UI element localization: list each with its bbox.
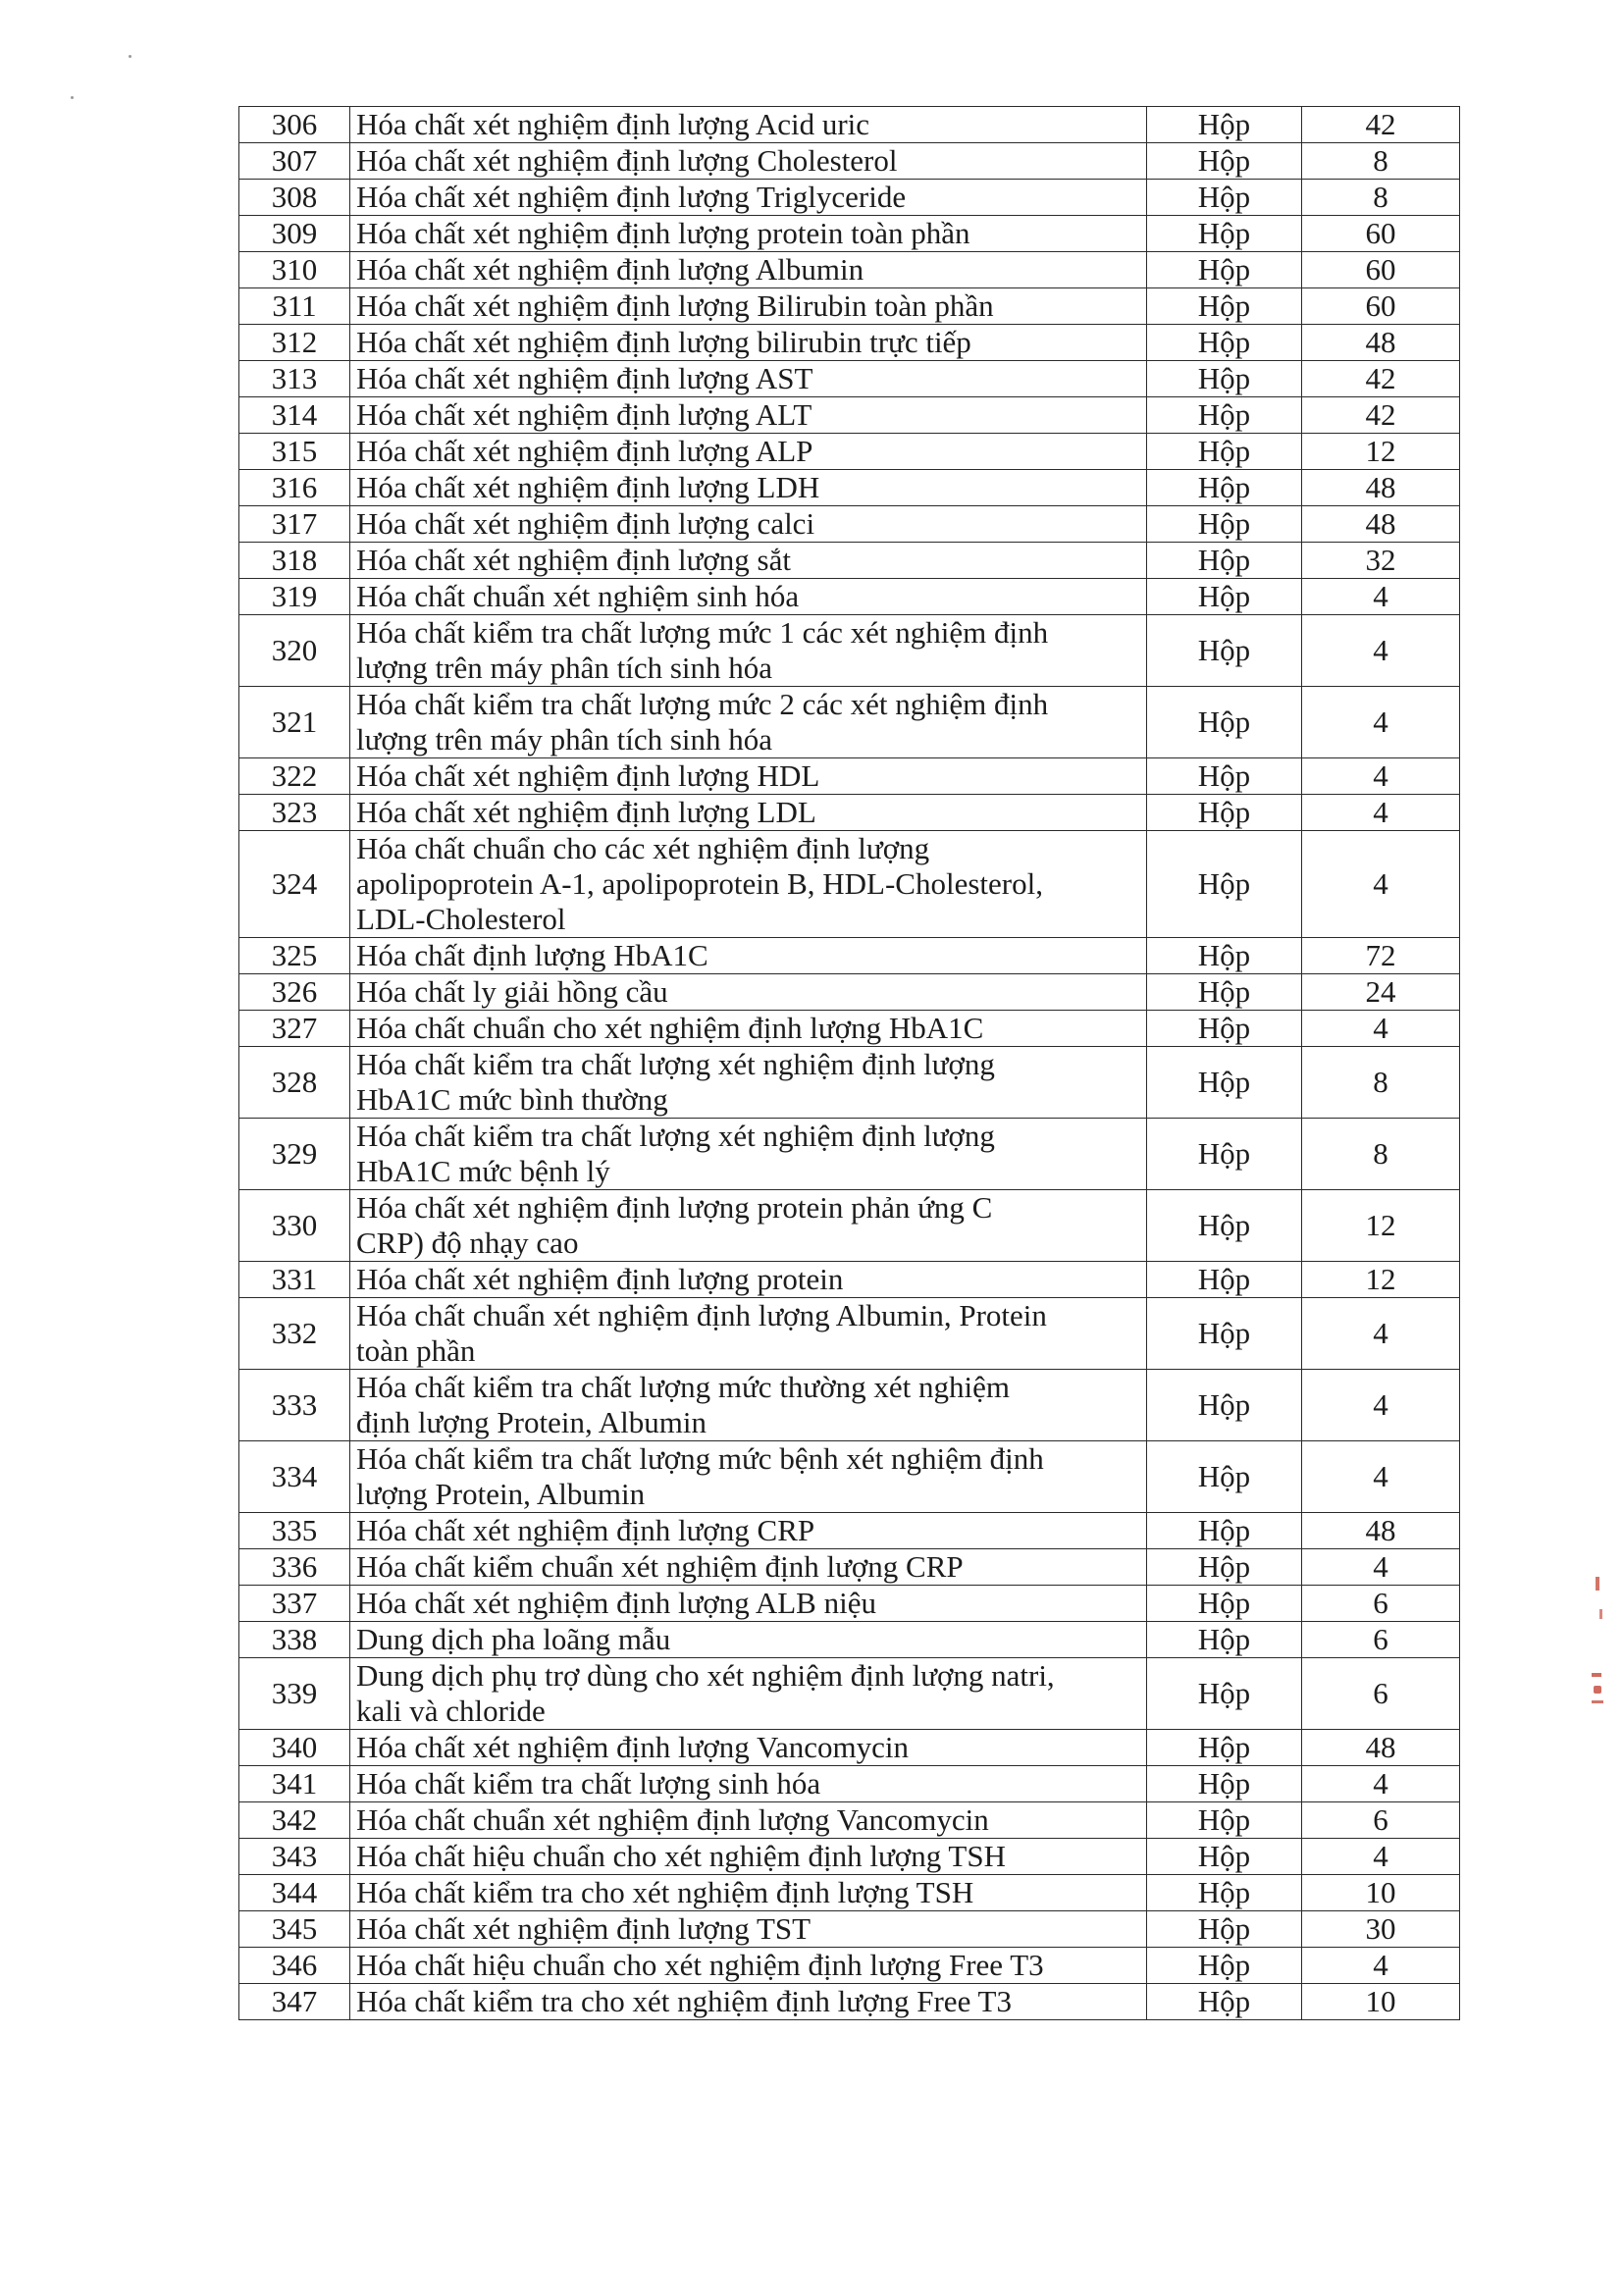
item-name-text: Hóa chất xét nghiệm định lượng Albumin xyxy=(356,252,864,287)
row-number-cell: 336 xyxy=(239,1549,350,1586)
unit-cell: Hộp xyxy=(1147,615,1302,687)
row-number-cell: 307 xyxy=(239,143,350,180)
item-name-cell xyxy=(350,758,1147,795)
item-name-text: Dung dịch pha loãng mẫu xyxy=(356,1622,671,1656)
table-row xyxy=(239,1766,1460,1802)
item-name-cell xyxy=(350,543,1147,579)
item-name-text: Hóa chất xét nghiệm định lượng ALT xyxy=(356,397,812,432)
quantity-cell: 4 xyxy=(1302,1441,1460,1513)
unit-cell: Hộp xyxy=(1147,216,1302,252)
item-name-text: Hóa chất xét nghiệm định lượng protein xyxy=(356,1262,844,1296)
item-name-text: Hóa chất chuẩn xét nghiệm định lượng Albumin, Protein toàn phần xyxy=(356,1298,1047,1368)
quantity-cell: 60 xyxy=(1302,252,1460,288)
item-name-cell xyxy=(350,506,1147,543)
item-name-cell xyxy=(350,434,1147,470)
item-name-cell xyxy=(350,579,1147,615)
item-name-cell xyxy=(350,143,1147,180)
table-row xyxy=(239,107,1460,143)
row-number-cell: 345 xyxy=(239,1911,350,1948)
item-name-cell xyxy=(350,974,1147,1011)
scan-speck xyxy=(71,96,74,99)
item-name-text: Hóa chất xét nghiệm định lượng Acid uric xyxy=(356,107,870,141)
quantity-cell: 12 xyxy=(1302,1190,1460,1262)
chemical-list-table xyxy=(238,106,1460,2020)
table-row xyxy=(239,506,1460,543)
row-number-cell: 325 xyxy=(239,938,350,974)
table-row xyxy=(239,1549,1460,1586)
item-name-cell xyxy=(350,1911,1147,1948)
item-name-cell xyxy=(350,1984,1147,2020)
unit-cell: Hộp xyxy=(1147,1262,1302,1298)
table-row xyxy=(239,1298,1460,1370)
table-row xyxy=(239,1011,1460,1047)
unit-cell: Hộp xyxy=(1147,1730,1302,1766)
row-number-cell: 337 xyxy=(239,1586,350,1622)
item-name-cell xyxy=(350,687,1147,758)
quantity-cell: 4 xyxy=(1302,1766,1460,1802)
row-number-cell: 320 xyxy=(239,615,350,687)
table-row xyxy=(239,252,1460,288)
unit-cell: Hộp xyxy=(1147,1875,1302,1911)
row-number-cell: 316 xyxy=(239,470,350,506)
quantity-cell: 4 xyxy=(1302,1948,1460,1984)
unit-cell: Hộp xyxy=(1147,1119,1302,1190)
unit-cell: Hộp xyxy=(1147,1948,1302,1984)
quantity-cell: 48 xyxy=(1302,506,1460,543)
table-row xyxy=(239,543,1460,579)
stamp-fragment-mark xyxy=(1594,1686,1601,1694)
item-name-cell xyxy=(350,1730,1147,1766)
item-name-cell xyxy=(350,288,1147,325)
table-row xyxy=(239,470,1460,506)
unit-cell: Hộp xyxy=(1147,1190,1302,1262)
table-row xyxy=(239,325,1460,361)
unit-cell: Hộp xyxy=(1147,1802,1302,1839)
item-name-cell xyxy=(350,1011,1147,1047)
row-number-cell: 310 xyxy=(239,252,350,288)
row-number-cell: 315 xyxy=(239,434,350,470)
item-name-cell xyxy=(350,795,1147,831)
row-number-cell: 343 xyxy=(239,1839,350,1875)
item-name-text: Hóa chất kiểm chuẩn xét nghiệm định lượng CRP xyxy=(356,1549,964,1584)
item-name-cell xyxy=(350,1658,1147,1730)
quantity-cell: 42 xyxy=(1302,107,1460,143)
row-number-cell: 328 xyxy=(239,1047,350,1119)
row-number-cell: 329 xyxy=(239,1119,350,1190)
item-name-text: Hóa chất xét nghiệm định lượng TST xyxy=(356,1911,812,1946)
quantity-cell: 8 xyxy=(1302,1119,1460,1190)
item-name-cell xyxy=(350,831,1147,938)
item-name-cell xyxy=(350,1513,1147,1549)
table-row xyxy=(239,687,1460,758)
item-name-text: Hóa chất xét nghiệm định lượng bilirubin trực tiếp xyxy=(356,325,971,359)
quantity-cell: 12 xyxy=(1302,1262,1460,1298)
quantity-cell: 6 xyxy=(1302,1586,1460,1622)
table-row xyxy=(239,831,1460,938)
unit-cell: Hộp xyxy=(1147,1766,1302,1802)
quantity-cell: 48 xyxy=(1302,325,1460,361)
quantity-cell: 72 xyxy=(1302,938,1460,974)
unit-cell: Hộp xyxy=(1147,143,1302,180)
unit-cell: Hộp xyxy=(1147,288,1302,325)
table-row xyxy=(239,1441,1460,1513)
unit-cell: Hộp xyxy=(1147,543,1302,579)
item-name-text: Hóa chất xét nghiệm định lượng LDH xyxy=(356,470,820,504)
row-number-cell: 339 xyxy=(239,1658,350,1730)
stamp-fragment-mark xyxy=(1592,1673,1601,1677)
table-row xyxy=(239,1875,1460,1911)
quantity-cell: 48 xyxy=(1302,470,1460,506)
item-name-cell xyxy=(350,1047,1147,1119)
quantity-cell: 4 xyxy=(1302,831,1460,938)
row-number-cell: 321 xyxy=(239,687,350,758)
row-number-cell: 322 xyxy=(239,758,350,795)
row-number-cell: 331 xyxy=(239,1262,350,1298)
quantity-cell: 4 xyxy=(1302,1011,1460,1047)
unit-cell: Hộp xyxy=(1147,1658,1302,1730)
item-name-text: Hóa chất kiểm tra chất lượng xét nghiệm định lượng HbA1C mức bình thường xyxy=(356,1047,995,1117)
row-number-cell: 312 xyxy=(239,325,350,361)
quantity-cell: 60 xyxy=(1302,288,1460,325)
item-name-text: Hóa chất xét nghiệm định lượng ALB niệu xyxy=(356,1586,876,1620)
row-number-cell: 342 xyxy=(239,1802,350,1839)
unit-cell: Hộp xyxy=(1147,974,1302,1011)
item-name-cell xyxy=(350,470,1147,506)
quantity-cell: 48 xyxy=(1302,1730,1460,1766)
quantity-cell: 6 xyxy=(1302,1622,1460,1658)
row-number-cell: 318 xyxy=(239,543,350,579)
quantity-cell: 10 xyxy=(1302,1875,1460,1911)
unit-cell: Hộp xyxy=(1147,180,1302,216)
item-name-text: Hóa chất xét nghiệm định lượng Bilirubin toàn phần xyxy=(356,288,994,323)
table-row xyxy=(239,180,1460,216)
item-name-cell xyxy=(350,216,1147,252)
row-number-cell: 319 xyxy=(239,579,350,615)
quantity-cell: 48 xyxy=(1302,1513,1460,1549)
row-number-cell: 341 xyxy=(239,1766,350,1802)
quantity-cell: 4 xyxy=(1302,579,1460,615)
table-row xyxy=(239,1119,1460,1190)
table-row xyxy=(239,1262,1460,1298)
table-row xyxy=(239,938,1460,974)
unit-cell: Hộp xyxy=(1147,831,1302,938)
unit-cell: Hộp xyxy=(1147,687,1302,758)
unit-cell: Hộp xyxy=(1147,252,1302,288)
stamp-fragment-mark xyxy=(1592,1700,1603,1703)
item-name-text: Hóa chất kiểm tra chất lượng mức bệnh xét nghiệm định lượng Protein, Albumin xyxy=(356,1441,1044,1511)
table-row xyxy=(239,1911,1460,1948)
item-name-cell xyxy=(350,1802,1147,1839)
quantity-cell: 4 xyxy=(1302,1298,1460,1370)
row-number-cell: 309 xyxy=(239,216,350,252)
unit-cell: Hộp xyxy=(1147,325,1302,361)
quantity-cell: 32 xyxy=(1302,543,1460,579)
quantity-cell: 4 xyxy=(1302,758,1460,795)
row-number-cell: 338 xyxy=(239,1622,350,1658)
table-row xyxy=(239,1586,1460,1622)
item-name-cell xyxy=(350,325,1147,361)
item-name-text: Hóa chất kiểm tra chất lượng mức 1 các xét nghiệm định lượng trên máy phân tích sinh hóa xyxy=(356,615,1049,685)
item-name-text: Hóa chất hiệu chuẩn cho xét nghiệm định lượng TSH xyxy=(356,1839,1006,1873)
item-name-text: Hóa chất ly giải hồng cầu xyxy=(356,974,668,1009)
row-number-cell: 334 xyxy=(239,1441,350,1513)
unit-cell: Hộp xyxy=(1147,1839,1302,1875)
row-number-cell: 344 xyxy=(239,1875,350,1911)
table-row xyxy=(239,1839,1460,1875)
item-name-cell xyxy=(350,1586,1147,1622)
quantity-cell: 4 xyxy=(1302,615,1460,687)
item-name-cell xyxy=(350,1119,1147,1190)
item-name-cell xyxy=(350,938,1147,974)
unit-cell: Hộp xyxy=(1147,506,1302,543)
item-name-text: Dung dịch phụ trợ dùng cho xét nghiệm định lượng natri, kali và chloride xyxy=(356,1658,1055,1728)
quantity-cell: 4 xyxy=(1302,687,1460,758)
item-name-text: Hóa chất kiểm tra chất lượng xét nghiệm định lượng HbA1C mức bệnh lý xyxy=(356,1119,995,1188)
table-row xyxy=(239,143,1460,180)
item-name-text: Hóa chất kiểm tra chất lượng sinh hóa xyxy=(356,1766,821,1800)
quantity-cell: 4 xyxy=(1302,795,1460,831)
quantity-cell: 42 xyxy=(1302,361,1460,397)
table-row xyxy=(239,1802,1460,1839)
item-name-cell xyxy=(350,1549,1147,1586)
row-number-cell: 346 xyxy=(239,1948,350,1984)
table-body xyxy=(239,107,1460,2020)
item-name-cell xyxy=(350,397,1147,434)
item-name-cell xyxy=(350,252,1147,288)
row-number-cell: 313 xyxy=(239,361,350,397)
row-number-cell: 347 xyxy=(239,1984,350,2020)
unit-cell: Hộp xyxy=(1147,1047,1302,1119)
item-name-cell xyxy=(350,1948,1147,1984)
table-row xyxy=(239,1622,1460,1658)
item-name-cell xyxy=(350,1839,1147,1875)
item-name-text: Hóa chất xét nghiệm định lượng protein phản ứng C CRP) độ nhạy cao xyxy=(356,1190,993,1260)
table-row xyxy=(239,1948,1460,1984)
item-name-cell xyxy=(350,1190,1147,1262)
table-row xyxy=(239,579,1460,615)
item-name-text: Hóa chất xét nghiệm định lượng protein toàn phần xyxy=(356,216,970,250)
table-row xyxy=(239,1190,1460,1262)
item-name-text: Hóa chất xét nghiệm định lượng HDL xyxy=(356,758,820,793)
table-row xyxy=(239,1513,1460,1549)
quantity-cell: 60 xyxy=(1302,216,1460,252)
item-name-text: Hóa chất chuẩn xét nghiệm sinh hóa xyxy=(356,579,800,613)
item-name-text: Hóa chất xét nghiệm định lượng calci xyxy=(356,506,815,541)
table-row xyxy=(239,1730,1460,1766)
unit-cell: Hộp xyxy=(1147,1984,1302,2020)
quantity-cell: 6 xyxy=(1302,1802,1460,1839)
item-name-cell xyxy=(350,1298,1147,1370)
unit-cell: Hộp xyxy=(1147,579,1302,615)
item-name-text: Hóa chất xét nghiệm định lượng sắt xyxy=(356,543,791,577)
unit-cell: Hộp xyxy=(1147,1586,1302,1622)
item-name-text: Hóa chất chuẩn xét nghiệm định lượng Vancomycin xyxy=(356,1802,989,1837)
item-name-cell xyxy=(350,1622,1147,1658)
unit-cell: Hộp xyxy=(1147,470,1302,506)
item-name-text: Hóa chất kiểm tra cho xét nghiệm định lượng Free T3 xyxy=(356,1984,1012,2018)
item-name-cell xyxy=(350,361,1147,397)
item-name-cell xyxy=(350,1766,1147,1802)
quantity-cell: 8 xyxy=(1302,1047,1460,1119)
table-row xyxy=(239,1984,1460,2020)
item-name-text: Hóa chất xét nghiệm định lượng CRP xyxy=(356,1513,815,1547)
unit-cell: Hộp xyxy=(1147,1370,1302,1441)
table-row xyxy=(239,397,1460,434)
stamp-fragment-mark xyxy=(1596,1577,1599,1591)
quantity-cell: 4 xyxy=(1302,1549,1460,1586)
item-name-text: Hóa chất kiểm tra chất lượng mức thường xét nghiệm định lượng Protein, Albumin xyxy=(356,1370,1010,1439)
row-number-cell: 330 xyxy=(239,1190,350,1262)
item-name-cell xyxy=(350,615,1147,687)
item-name-text: Hóa chất chuẩn cho các xét nghiệm định lượng apolipoprotein A-1, apolipoprotein B, HDL-Cholesterol, LDL-Cholesterol xyxy=(356,831,1043,936)
unit-cell: Hộp xyxy=(1147,1513,1302,1549)
table-row xyxy=(239,216,1460,252)
item-name-text: Hóa chất xét nghiệm định lượng LDL xyxy=(356,795,816,829)
quantity-cell: 24 xyxy=(1302,974,1460,1011)
quantity-cell: 8 xyxy=(1302,143,1460,180)
quantity-cell: 12 xyxy=(1302,434,1460,470)
item-name-cell xyxy=(350,1262,1147,1298)
item-name-text: Hóa chất xét nghiệm định lượng Vancomycin xyxy=(356,1730,909,1764)
row-number-cell: 306 xyxy=(239,107,350,143)
unit-cell: Hộp xyxy=(1147,758,1302,795)
table-row xyxy=(239,615,1460,687)
table-row xyxy=(239,758,1460,795)
item-name-cell xyxy=(350,107,1147,143)
quantity-cell: 30 xyxy=(1302,1911,1460,1948)
item-name-text: Hóa chất xét nghiệm định lượng ALP xyxy=(356,434,813,468)
row-number-cell: 317 xyxy=(239,506,350,543)
row-number-cell: 340 xyxy=(239,1730,350,1766)
quantity-cell: 42 xyxy=(1302,397,1460,434)
unit-cell: Hộp xyxy=(1147,107,1302,143)
unit-cell: Hộp xyxy=(1147,1441,1302,1513)
row-number-cell: 327 xyxy=(239,1011,350,1047)
unit-cell: Hộp xyxy=(1147,1911,1302,1948)
unit-cell: Hộp xyxy=(1147,1549,1302,1586)
unit-cell: Hộp xyxy=(1147,1298,1302,1370)
item-name-text: Hóa chất xét nghiệm định lượng Triglyceride xyxy=(356,180,907,214)
unit-cell: Hộp xyxy=(1147,397,1302,434)
scan-speck xyxy=(129,55,131,58)
row-number-cell: 326 xyxy=(239,974,350,1011)
table-row xyxy=(239,795,1460,831)
table-row xyxy=(239,1370,1460,1441)
item-name-cell xyxy=(350,180,1147,216)
table-row xyxy=(239,1658,1460,1730)
row-number-cell: 333 xyxy=(239,1370,350,1441)
item-name-text: Hóa chất hiệu chuẩn cho xét nghiệm định lượng Free T3 xyxy=(356,1948,1044,1982)
row-number-cell: 314 xyxy=(239,397,350,434)
quantity-cell: 4 xyxy=(1302,1370,1460,1441)
item-name-cell xyxy=(350,1875,1147,1911)
unit-cell: Hộp xyxy=(1147,434,1302,470)
quantity-cell: 6 xyxy=(1302,1658,1460,1730)
item-name-text: Hóa chất xét nghiệm định lượng Cholesterol xyxy=(356,143,898,178)
unit-cell: Hộp xyxy=(1147,1622,1302,1658)
item-name-text: Hóa chất định lượng HbA1C xyxy=(356,938,708,972)
quantity-cell: 8 xyxy=(1302,180,1460,216)
unit-cell: Hộp xyxy=(1147,361,1302,397)
row-number-cell: 311 xyxy=(239,288,350,325)
row-number-cell: 332 xyxy=(239,1298,350,1370)
quantity-cell: 4 xyxy=(1302,1839,1460,1875)
row-number-cell: 323 xyxy=(239,795,350,831)
quantity-cell: 10 xyxy=(1302,1984,1460,2020)
item-name-cell xyxy=(350,1441,1147,1513)
table-row xyxy=(239,974,1460,1011)
item-name-text: Hóa chất chuẩn cho xét nghiệm định lượng HbA1C xyxy=(356,1011,984,1045)
table-row xyxy=(239,361,1460,397)
item-name-text: Hóa chất kiểm tra chất lượng mức 2 các xét nghiệm định lượng trên máy phân tích sinh hóa xyxy=(356,687,1049,757)
stamp-fragment-mark xyxy=(1599,1609,1602,1619)
unit-cell: Hộp xyxy=(1147,795,1302,831)
table-row xyxy=(239,288,1460,325)
row-number-cell: 308 xyxy=(239,180,350,216)
item-name-text: Hóa chất xét nghiệm định lượng AST xyxy=(356,361,813,395)
unit-cell: Hộp xyxy=(1147,1011,1302,1047)
row-number-cell: 324 xyxy=(239,831,350,938)
item-name-cell xyxy=(350,1370,1147,1441)
row-number-cell: 335 xyxy=(239,1513,350,1549)
table-row xyxy=(239,1047,1460,1119)
table-row xyxy=(239,434,1460,470)
item-name-text: Hóa chất kiểm tra cho xét nghiệm định lượng TSH xyxy=(356,1875,974,1909)
unit-cell: Hộp xyxy=(1147,938,1302,974)
